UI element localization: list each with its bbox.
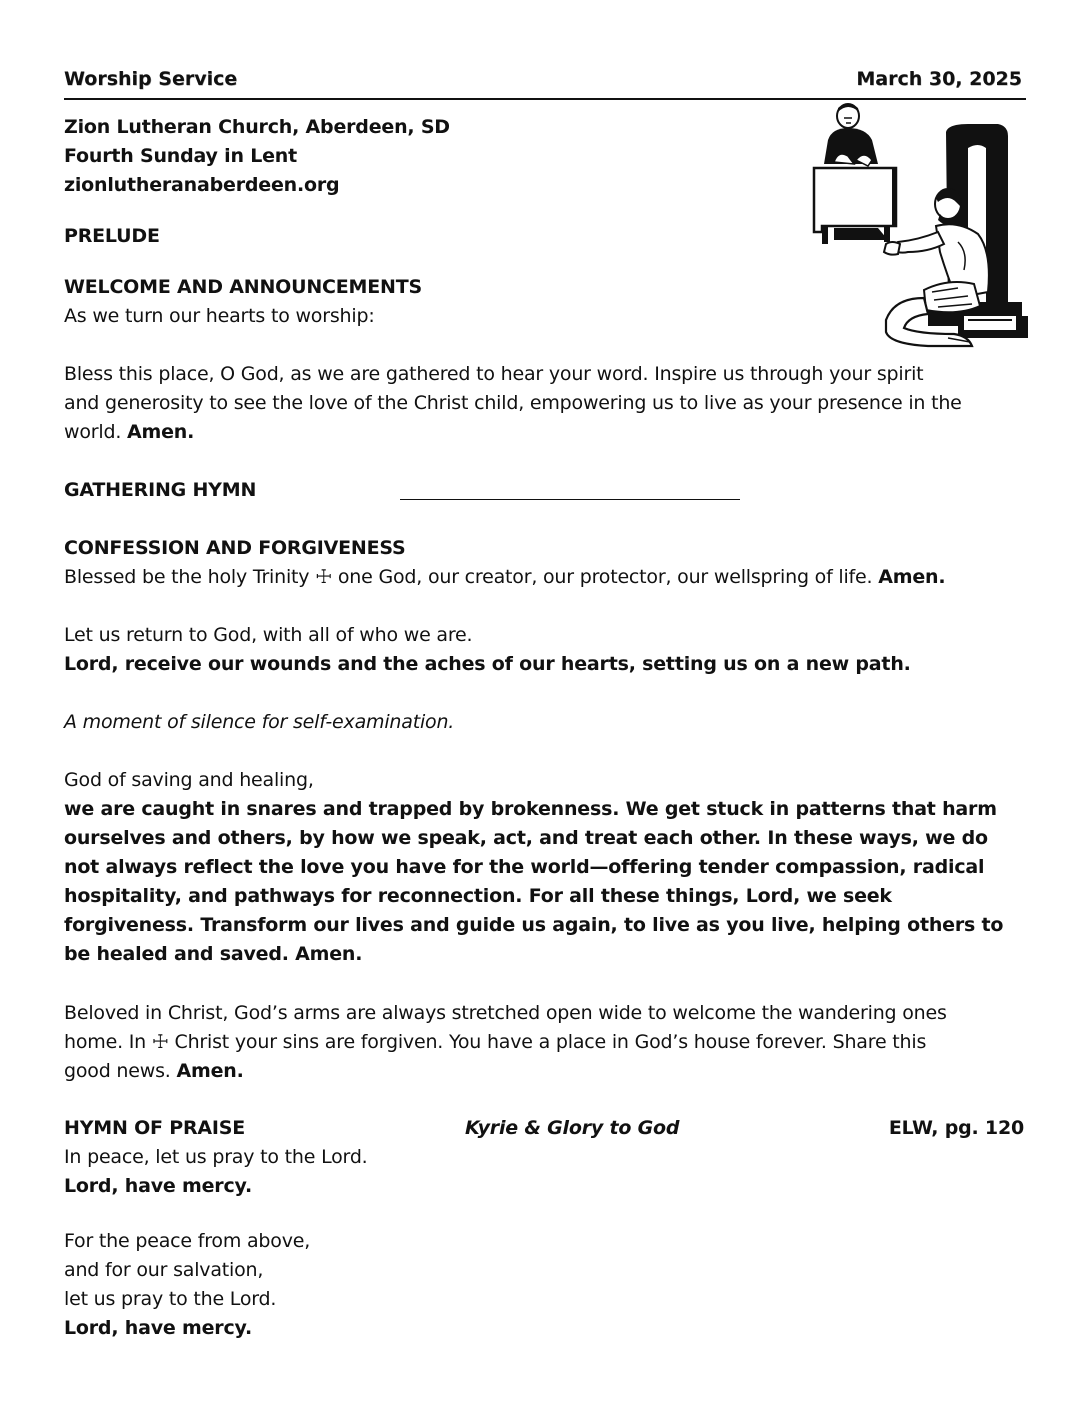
absolution-text: good news.: [64, 1060, 177, 1082]
prayer-line: be healed and saved. Amen.: [64, 943, 363, 965]
invocation-line: [64, 563, 945, 592]
confession-response: Lord, receive our wounds and the aches of our hearts, setting us on a new path.: [64, 653, 911, 675]
church-website[interactable]: zionlutheranaberdeen.org: [64, 174, 340, 196]
absolution-line: home. In ☩ Christ your sins are forgiven. You have a place in God’s house forever. Share this: [64, 1031, 927, 1053]
prayer-line: hospitality, and pathways for reconnection. For all these things, Lord, we seek: [64, 885, 892, 907]
petition-response: Lord, have mercy.: [64, 1175, 252, 1197]
gathering-hymn-heading: GATHERING HYMN: [64, 479, 257, 501]
hymn-reference: ELW, pg. 120: [888, 1117, 1024, 1139]
call-to-confession: Let us return to God, with all of who we are.: [64, 624, 473, 646]
petition-response: Lord, have mercy.: [64, 1317, 252, 1339]
confession-heading: CONFESSION AND FORGIVENESS: [64, 537, 406, 559]
opening-prayer: [64, 360, 1024, 447]
amen-response: Amen.: [878, 566, 946, 588]
amen-response: Amen.: [176, 1060, 244, 1082]
hymn-of-praise-heading: HYMN OF PRAISE: [64, 1117, 246, 1139]
prayer-line: not always reflect the love you have for the world—offering tender compassion, radical: [64, 856, 985, 878]
prayer-line: forgiveness. Transform our lives and guide us again, to live as you live, helping others to: [64, 914, 1004, 936]
petition-line: let us pray to the Lord.: [64, 1288, 277, 1310]
hymn-blank-line: [400, 499, 740, 500]
church-name: Zion Lutheran Church, Aberdeen, SD: [64, 116, 450, 138]
prayer-line-text: world.: [64, 421, 127, 443]
petition-line: For the peace from above,: [64, 1230, 311, 1252]
prayer-line: and generosity to see the love of the Christ child, empowering us to live as your presence in the: [64, 392, 962, 414]
lenten-woodcut-figures-illustration: [808, 102, 1030, 350]
hymn-title: Kyrie & Glory to God: [465, 1117, 680, 1139]
welcome-heading: WELCOME AND ANNOUNCEMENTS: [64, 276, 422, 298]
amen-response: Amen.: [127, 421, 195, 443]
page-header: [64, 68, 1026, 100]
prayer-line: [64, 418, 1024, 447]
confession-prayer: [64, 795, 1024, 969]
silence-rubric: A moment of silence for self-examination.: [64, 711, 455, 733]
absolution-line: Beloved in Christ, God’s arms are always stretched open wide to welcome the wandering ones: [64, 1002, 947, 1024]
prayer-line: Bless this place, O God, as we are gathered to hear your word. Inspire us through your spirit: [64, 363, 924, 385]
prayer-line: ourselves and others, by how we speak, act, and treat each other. In these ways, we do: [64, 827, 988, 849]
petition-line: and for our salvation,: [64, 1259, 264, 1281]
welcome-intro: As we turn our hearts to worship:: [64, 305, 375, 327]
absolution: [64, 999, 1024, 1086]
prayer-line: we are caught in snares and trapped by brokenness. We get stuck in patterns that harm: [64, 798, 997, 820]
prelude-heading: PRELUDE: [64, 225, 160, 247]
sunday-name: Fourth Sunday in Lent: [64, 145, 298, 167]
header-title: Worship Service: [64, 68, 238, 90]
petition: In peace, let us pray to the Lord.: [64, 1146, 368, 1168]
prayer-intro: God of saving and healing,: [64, 769, 314, 791]
invocation-text: Blessed be the holy Trinity ☩ one God, our creator, our protector, our wellspring of life.: [64, 566, 879, 588]
header-date: March 30, 2025: [856, 68, 1022, 90]
absolution-line: [64, 1057, 1024, 1086]
